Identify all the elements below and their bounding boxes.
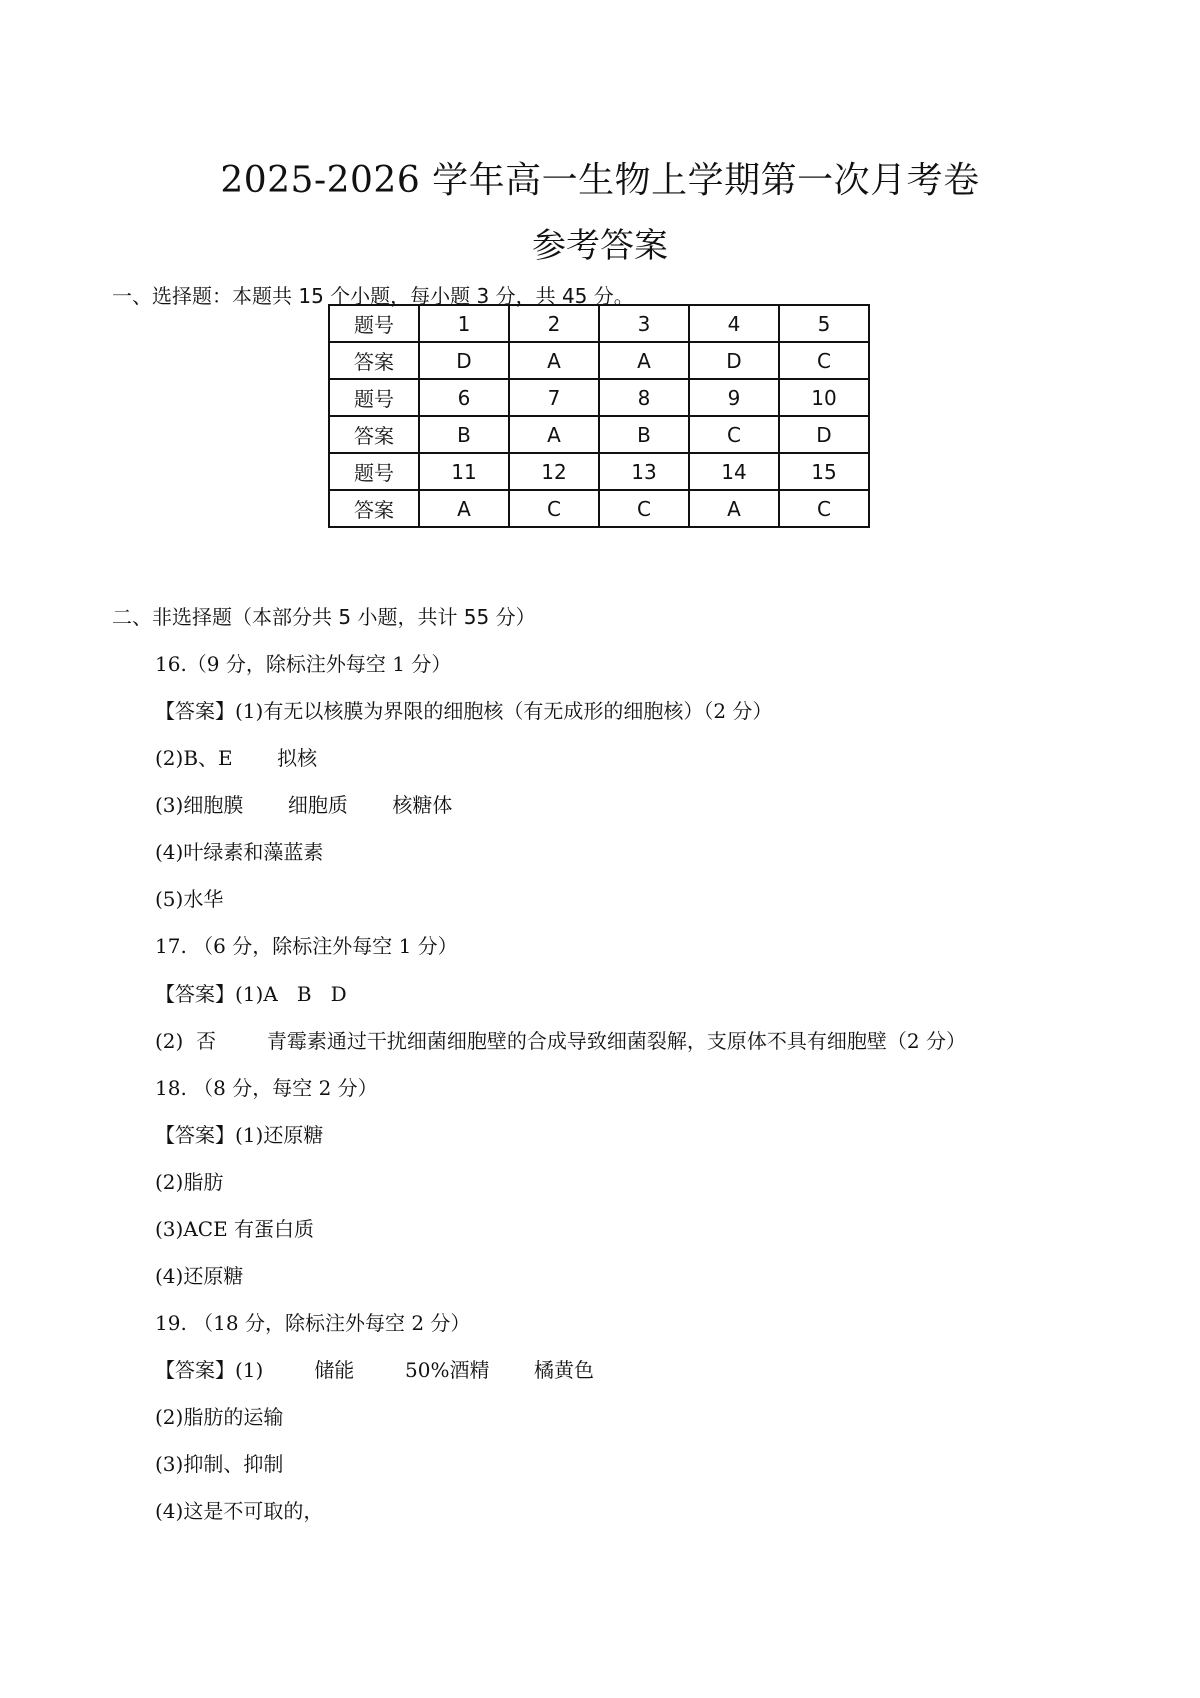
table-cell: 1 <box>419 305 509 342</box>
table-cell: 题号 <box>329 305 419 342</box>
answer-line: 【答案】(1)还原糖 <box>155 1123 324 1147</box>
table-row <box>329 490 869 527</box>
answer-line: (4)这是不可取的， <box>155 1499 324 1523</box>
answer-line: 【答案】(1)有无以核膜为界限的细胞核（有无成形的细胞核）（2 分） <box>155 699 773 723</box>
document-title: 2025-2026 学年高一生物上学期第一次月考卷 <box>220 160 980 201</box>
document-subtitle: 参考答案 <box>532 226 668 266</box>
table-cell: 11 <box>419 453 509 490</box>
answer-line: (2)B、E 拟核 <box>155 746 318 770</box>
table-cell: A <box>509 342 599 379</box>
section1-heading: 一、选择题：本题共 15 个小题，每小题 3 分，共 45 分。 <box>112 284 634 308</box>
answer-line: 19. （18 分，除标注外每空 2 分） <box>155 1311 471 1335</box>
answer-line: (4)叶绿素和藻蓝素 <box>155 840 324 864</box>
table-cell: 答案 <box>329 416 419 453</box>
table-cell: D <box>419 342 509 379</box>
table-cell: 5 <box>779 305 869 342</box>
table-cell: 题号 <box>329 379 419 416</box>
answer-line: (3)细胞膜 细胞质 核糖体 <box>155 793 453 817</box>
table-cell: A <box>689 490 779 527</box>
table-cell: B <box>419 416 509 453</box>
table-row <box>329 379 869 416</box>
table-cell: 2 <box>509 305 599 342</box>
answer-line: (2)脂肪 <box>155 1170 224 1194</box>
table-cell: 4 <box>689 305 779 342</box>
table-cell: 14 <box>689 453 779 490</box>
answer-line: (4)还原糖 <box>155 1264 244 1288</box>
table-cell: 7 <box>509 379 599 416</box>
table-row <box>329 453 869 490</box>
answer-line: 【答案】(1)A B D <box>155 982 347 1006</box>
table-cell: A <box>419 490 509 527</box>
answer-line: (2)脂肪的运输 <box>155 1405 284 1429</box>
table-row <box>329 416 869 453</box>
answer-line: 18. （8 分，每空 2 分） <box>155 1076 378 1100</box>
table-cell: C <box>599 490 689 527</box>
table-cell: 9 <box>689 379 779 416</box>
table-cell: 3 <box>599 305 689 342</box>
answer-line: (2) 否 青霉素通过干扰细菌细胞壁的合成导致细菌裂解，支原体不具有细胞壁（2 分） <box>155 1029 966 1053</box>
table-cell: 题号 <box>329 453 419 490</box>
section2-heading: 二、非选择题（本部分共 5 小题，共计 55 分） <box>112 605 536 629</box>
table-cell: 答案 <box>329 342 419 379</box>
answer-table <box>328 304 870 528</box>
table-cell: D <box>779 416 869 453</box>
table-cell: C <box>509 490 599 527</box>
table-cell: 13 <box>599 453 689 490</box>
answer-line: 【答案】(1) 储能 50%酒精 橘黄色 <box>155 1358 595 1382</box>
table-cell: 6 <box>419 379 509 416</box>
table-cell: D <box>689 342 779 379</box>
table-cell: 12 <box>509 453 599 490</box>
table-cell: C <box>779 490 869 527</box>
table-cell: 10 <box>779 379 869 416</box>
table-row <box>329 342 869 379</box>
table-cell: A <box>509 416 599 453</box>
table-row <box>329 305 869 342</box>
table-cell: 答案 <box>329 490 419 527</box>
answer-line: (5)水华 <box>155 887 224 911</box>
table-cell: 15 <box>779 453 869 490</box>
table-cell: 8 <box>599 379 689 416</box>
answer-line: 16.（9 分，除标注外每空 1 分） <box>155 652 452 676</box>
table-cell: A <box>599 342 689 379</box>
table-cell: B <box>599 416 689 453</box>
answer-line: (3)抑制、抑制 <box>155 1452 284 1476</box>
table-cell: C <box>779 342 869 379</box>
answer-line: (3)ACE 有蛋白质 <box>155 1217 315 1241</box>
table-cell: C <box>689 416 779 453</box>
answer-line: 17. （6 分，除标注外每空 1 分） <box>155 934 458 958</box>
